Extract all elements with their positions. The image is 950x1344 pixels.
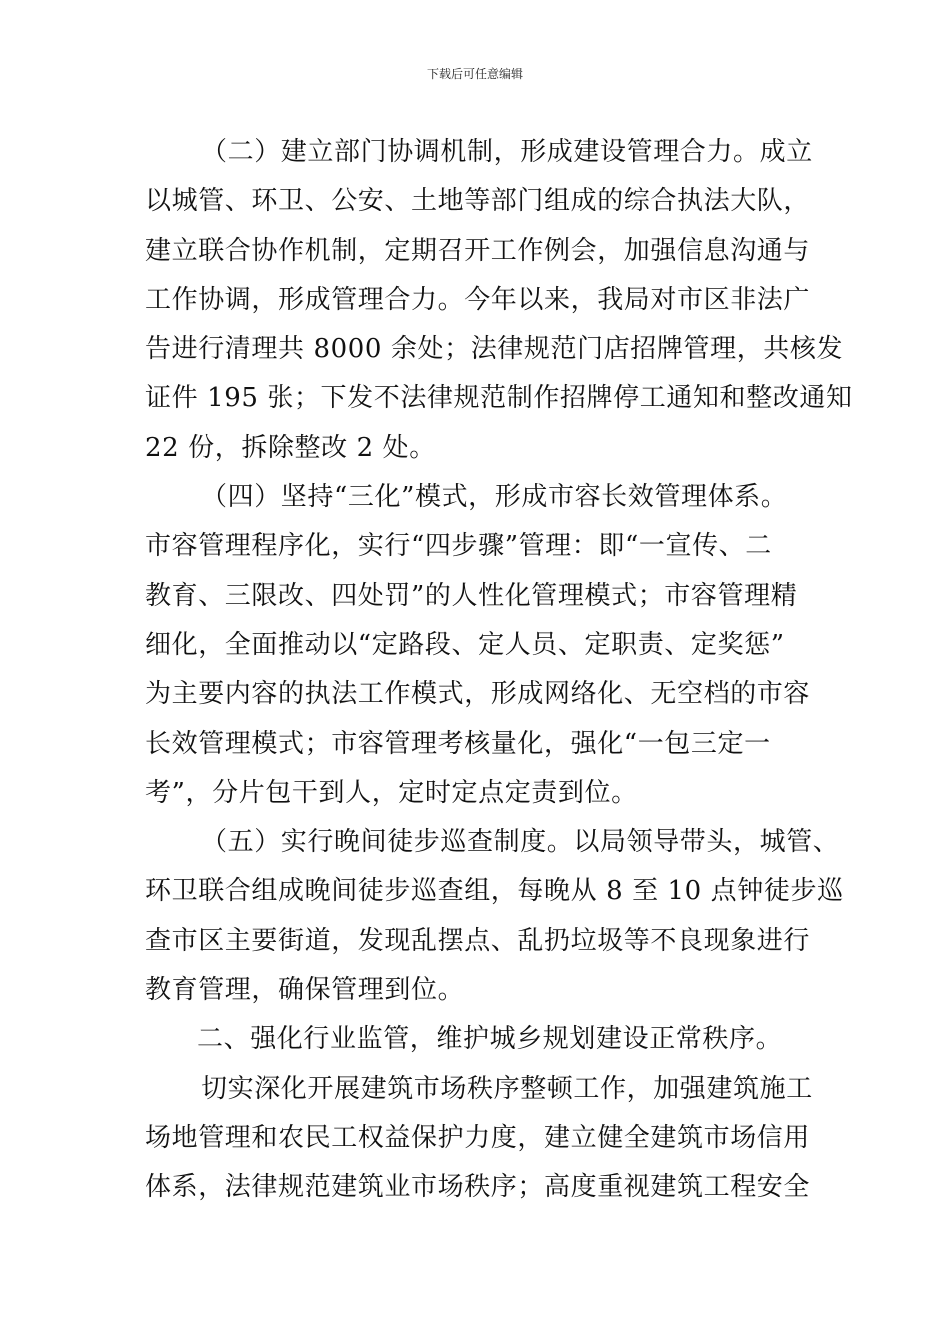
paragraph-three-modes (145, 473, 835, 818)
text-line: 教育管理，确保管理到位。 (145, 975, 465, 1006)
text-line: 告进行清理共 8000 余处；法律规范门店招牌管理，共核发 (145, 334, 844, 365)
text-line: 22 份，拆除整改 2 处。 (145, 432, 436, 463)
text-line: 环卫联合组成晚间徒步巡查组，每晚从 8 至 10 点钟徒步巡 (145, 876, 844, 907)
text-line: 长效管理模式；市容管理考核量化，强化“一包三定一 (145, 728, 771, 759)
text-line: 场地管理和农民工权益保护力度，建立健全建筑市场信用 (145, 1122, 811, 1153)
paragraph-construction-market (145, 1065, 835, 1213)
paragraph-coordination-mechanism (145, 128, 853, 473)
text-line: 市容管理程序化，实行“四步骤”管理：即“一宣传、二 (145, 531, 772, 562)
document-body (145, 128, 853, 1213)
text-line: 证件 195 张；下发不法律规范制作招牌停工通知和整改通知 (145, 383, 853, 414)
text-line: 体系，法律规范建筑业市场秩序；高度重视建筑工程安全 (145, 1172, 811, 1203)
text-line: 二、强化行业监管，维护城乡规划建设正常秩序。 (197, 1024, 783, 1055)
text-line: 建立联合协作机制，定期召开工作例会，加强信息沟通与 (145, 235, 811, 266)
text-line: （二）建立部门协调机制，形成建设管理合力。成立 (201, 137, 813, 167)
section-heading-industry-supervision (145, 1015, 835, 1064)
page-header: 下载后可任意编辑 (426, 67, 523, 81)
text-line: 为主要内容的执法工作模式，形成网络化、无空档的市容 (145, 679, 811, 710)
text-line: 查市区主要街道，发现乱摆点、乱扔垃圾等不良现象进行 (145, 925, 811, 956)
paragraph-night-patrol (145, 818, 844, 1015)
text-line: （五）实行晚间徒步巡查制度。以局领导带头，城管、 (201, 827, 840, 858)
text-line: 教育、三限改、四处罚”的人性化管理模式；市容管理精 (145, 580, 798, 611)
text-line: （四）坚持“三化”模式，形成市容长效管理体系。 (201, 482, 788, 513)
text-line: 切实深化开展建筑市场秩序整顿工作，加强建筑施工 (201, 1073, 813, 1104)
text-line: 细化，全面推动以“定路段、定人员、定职责、定奖惩” (145, 629, 785, 660)
text-line: 工作协调，形成管理合力。今年以来，我局对市区非法广 (145, 284, 811, 315)
text-line: 以城管、环卫、公安、土地等部门组成的综合执法大队， (145, 186, 811, 217)
text-line: 考”，分片包干到人，定时定点定责到位。 (145, 777, 638, 808)
